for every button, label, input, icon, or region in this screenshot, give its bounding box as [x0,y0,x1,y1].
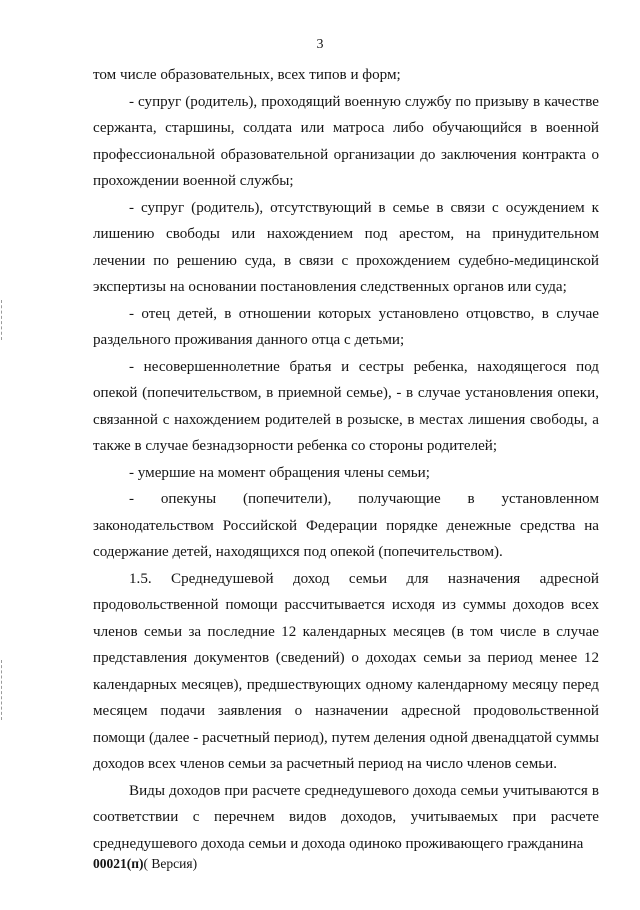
paragraph: - супруг (родитель), проходящий военную службу по призыву в качестве сержанта, старшины, солдата или матроса либо обучающийся в военной профессиональной образовательной организации до заключения контракта о прохождении военной службы; [93,93,599,189]
document-footer [93,856,197,872]
paragraph: - супруг (родитель), отсутствующий в семье в связи с осуждением к лишению свободы или нахождением под арестом, на принудительном лечении по решению суда, в связи с прохождением судебно-медицинской экспертизы на основании постановления следственных органов или суда; [93,199,599,295]
scan-margin-mark [1,660,3,720]
paragraph: - отец детей, в отношении которых установлено отцовство, в случае раздельного проживания данного отца с детьми; [93,305,599,348]
page-number: 3 [316,37,324,52]
document-code: 00021(п) [93,856,144,871]
paragraph: Виды доходов при расчете среднедушевого дохода семьи учитываются в соответствии с перечнем видов доходов, учитываемых при расчете среднедушевого дохода семьи и дохода одиноко проживающего гражданина [93,782,599,852]
document-body [93,62,599,857]
scan-margin-mark [1,300,3,340]
paragraph: - опекуны (попечители), получающие в установленном законодательством Российской Федерации порядке денежные средства на содержание детей, находящихся под опекой (попечительством). [93,491,599,560]
paragraph: 1.5. Среднедушевой доход семьи для назначения адресной продовольственной помощи рассчитывается исходя из суммы доходов всех членов семьи за последние 12 календарных месяцев (в том числе в случае представления документов (сведений) о доходах семьи за период менее 12 календарных месяцев), предшествующих одному календарному месяцу перед месяцем подачи заявления о назначении адресной продовольственной помощи (далее - расчетный период), путем деления одной двенадцатой суммы доходов всех членов семьи за расчетный период на число членов семьи. [93,570,599,772]
paragraph: - несовершеннолетние братья и сестры ребенка, находящегося под опекой (попечительством, в приемной семье), - в случае установления опеки, связанной с нахождением родителей в розыске, в местах лишения свободы, а также в случае безнадзорности ребенка со стороны родителей; [93,358,599,454]
paragraph: том числе образовательных, всех типов и форм; [93,67,401,83]
paragraph: - умершие на момент обращения члены семьи; [129,464,430,481]
document-version-label: ( Версия) [143,856,198,871]
